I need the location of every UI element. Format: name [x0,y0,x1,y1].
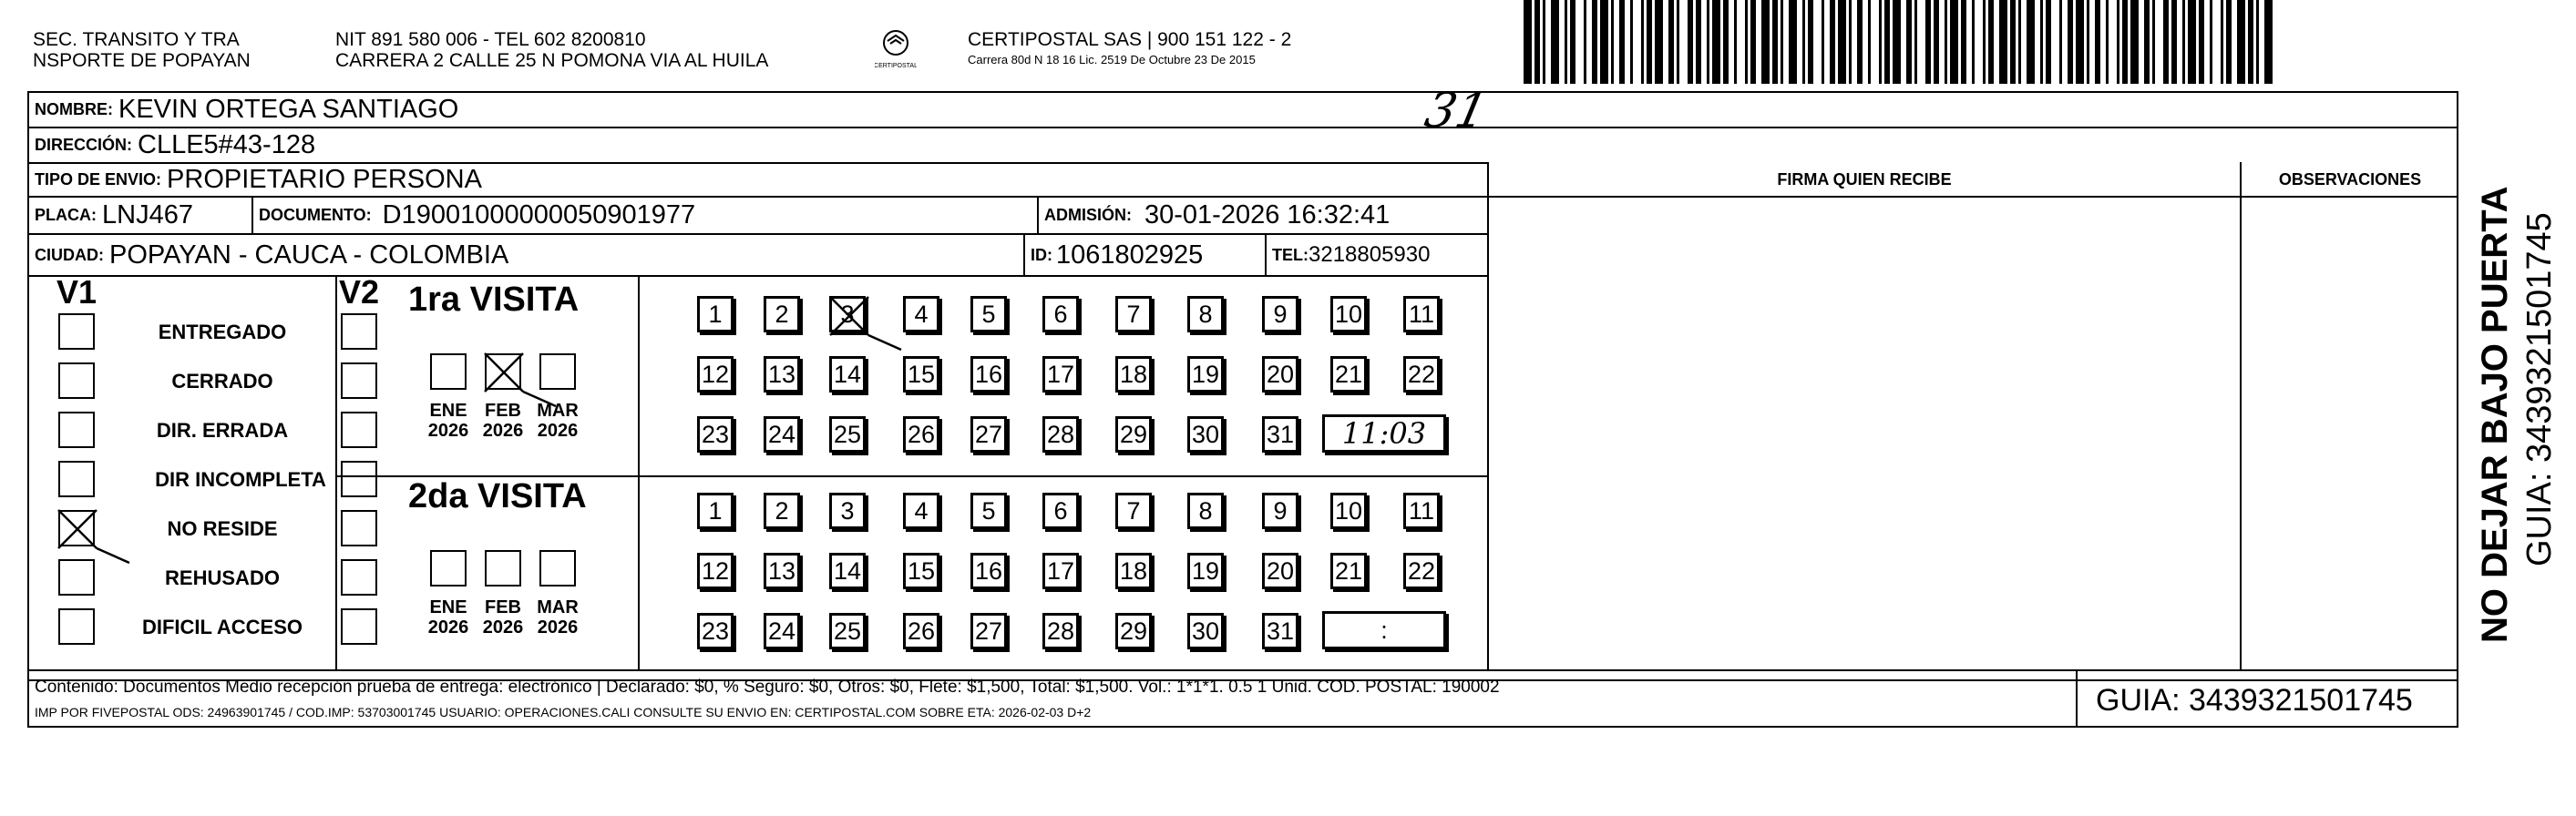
shipment-type-value: PROPIETARIO PERSONA [167,165,482,194]
day-box[interactable] [764,493,800,529]
status-label: CERRADO [171,370,273,393]
day-number: 13 [767,360,796,388]
barcode-bar [1565,0,1567,84]
day-number: 23 [701,420,730,448]
barcode-bar [1668,0,1674,84]
day-number: 15 [907,556,936,585]
barcode-bar [2144,0,2150,84]
address-field [29,128,315,162]
day-number: 24 [767,617,796,645]
barcode-bar [1857,0,1863,84]
day-box[interactable] [1042,296,1079,332]
status-label: DIR INCOMPLETA [155,468,326,491]
barcode-bar [1802,0,1805,84]
day-box[interactable] [1262,553,1298,589]
day-box[interactable] [1330,553,1367,589]
day-box[interactable] [1403,553,1440,589]
barcode [1524,0,2278,84]
barcode-bar [1630,0,1633,84]
carrier-line-2: Carrera 80d N 18 16 Lic. 2519 De Octubre 23 De 2015 [968,53,1256,66]
day-box[interactable] [1403,356,1440,393]
day-number: 1 [708,496,723,525]
day-number: 2 [775,496,789,525]
month-name: FEB [485,597,521,617]
day-box[interactable] [764,613,800,649]
day-number: 21 [1334,360,1363,388]
day-box[interactable] [1187,416,1224,453]
v2-status-checkbox[interactable] [341,608,377,645]
barcode-bar [1988,0,1994,84]
barcode-bar [2010,0,2016,84]
barcode-bar [1688,0,1693,84]
day-box[interactable] [1262,296,1298,332]
day-number: 29 [1119,617,1148,645]
day-number: 18 [1119,360,1148,388]
barcode-bar [1999,0,2007,84]
barcode-bar [2059,0,2062,84]
barcode-bar [1647,0,1652,84]
day-box[interactable] [1042,493,1079,529]
sender-contact [335,29,768,71]
day-box[interactable] [903,356,939,393]
barcode-bar [1830,0,1835,84]
month-name: ENE [429,401,467,421]
day-box[interactable] [697,296,734,332]
barcode-bar [2210,0,2212,84]
day-box[interactable] [764,416,800,453]
id-label: ID: [1031,245,1052,264]
day-box[interactable] [829,493,866,529]
barcode-bar [1619,0,1625,84]
day-number: 31 [1266,617,1295,645]
signature-header: FIRMA QUIEN RECIBE [1777,170,1952,189]
city-field [29,235,508,275]
barcode-bar [1972,0,1975,84]
day-number: 2 [775,300,789,328]
plate-field [29,198,193,233]
barcode-bar [1592,0,1597,84]
barcode-bar [2076,0,2084,84]
barcode-bar [1893,0,1901,84]
day-number: 21 [1334,556,1363,585]
day-number: 31 [1266,420,1295,448]
name-value: KEVIN ORTEGA SANTIAGO [118,95,459,124]
admission-value: 30-01-2026 16:32:41 [1144,200,1391,230]
barcode-bar [2264,0,2273,84]
day-number: 27 [974,617,1003,645]
barcode-bar [1723,0,1729,84]
month-year: 2026 [537,421,579,441]
day-number: 10 [1334,496,1363,525]
day-number: 20 [1266,360,1295,388]
month-checkbox-ene[interactable] [430,353,467,390]
day-box[interactable] [829,296,866,332]
barcode-bar [1761,0,1770,84]
carrier-info [968,29,1291,66]
barcode-bar [2188,0,2196,84]
plate-value: LNJ467 [102,200,193,230]
sender-name [33,29,251,71]
city-value: POPAYAN - CAUCA - COLOMBIA [109,240,509,270]
document-label: DOCUMENTO: [259,206,372,224]
v2-status-checkbox[interactable] [341,510,377,546]
barcode-bar [2171,0,2177,84]
second-visit-time: : [1380,616,1388,644]
day-number: 12 [701,360,730,388]
month-year: 2026 [482,421,524,441]
id-value: 1061802925 [1056,240,1204,270]
handwritten-number: 31 [1420,84,1493,138]
day-box[interactable] [903,553,939,589]
day-number: 9 [1273,300,1288,328]
barcode-bar [2046,0,2051,84]
day-number: 20 [1266,556,1295,585]
day-number: 16 [974,360,1003,388]
svg-text:CERTIPOSTAL: CERTIPOSTAL [875,63,917,69]
day-number: 10 [1334,300,1363,328]
barcode-bar [1524,0,1532,84]
id-field [1025,235,1203,275]
v1-status-checkbox[interactable] [58,461,95,497]
month-year: 2026 [482,617,524,638]
barcode-bar [2199,0,2204,84]
first-visit-time: 11:03 [1341,416,1427,451]
day-box[interactable] [1187,553,1224,589]
month-label [476,597,530,638]
shipment-type-label: TIPO DE ENVIO: [35,170,162,189]
status-label: ENTREGADO [158,321,287,343]
day-box[interactable] [1262,613,1298,649]
second-visit-time-box[interactable] [1322,611,1446,649]
barcode-bar [1677,0,1679,84]
day-number: 13 [767,556,796,585]
day-number: 5 [981,496,996,525]
phone-label: TEL: [1272,245,1309,264]
v2-status-checkbox[interactable] [341,313,377,350]
month-checkbox-mar[interactable] [539,550,576,586]
day-box[interactable] [903,296,939,332]
day-box[interactable] [970,416,1007,453]
day-number: 30 [1191,617,1220,645]
barcode-bar [1534,0,1540,84]
do-not-leave-under-door-notice: NO DEJAR BAJO PUERTA [2475,186,2515,643]
barcode-bar [2226,0,2232,84]
barcode-bar [2256,0,2259,84]
day-number: 26 [907,617,936,645]
barcode-bar [1868,0,1871,84]
day-box[interactable] [829,613,866,649]
day-number: 11 [1408,496,1435,525]
barcode-bar [2163,0,2169,84]
day-box[interactable] [829,416,866,453]
month-checkbox-ene[interactable] [430,550,467,586]
barcode-bar [1543,0,1545,84]
phone-field [1267,235,1430,275]
month-label [476,401,530,441]
second-visit-title: 2da VISITA [408,477,587,515]
barcode-bar [2068,0,2073,84]
barcode-bar [2018,0,2021,84]
day-number: 16 [974,556,1003,585]
day-number: 25 [833,420,862,448]
v2-status-checkbox[interactable] [341,412,377,448]
barcode-bar [1789,0,1797,84]
v2-status-checkbox[interactable] [341,461,377,497]
barcode-bar [2221,0,2223,84]
day-box[interactable] [1187,493,1224,529]
barcode-bar [1884,0,1890,84]
first-visit-title: 1ra VISITA [408,280,580,319]
day-number: 25 [833,617,862,645]
name-label: NOMBRE: [35,100,113,118]
day-box[interactable] [1115,613,1152,649]
day-number: 9 [1273,496,1288,525]
admission-label: ADMISIÓN: [1044,206,1132,224]
barcode-bar [1584,0,1586,84]
month-label [530,401,585,441]
barcode-bar [1712,0,1720,84]
day-box[interactable] [697,553,734,589]
barcode-bar [2106,0,2109,84]
barcode-bar [2122,0,2128,84]
day-box[interactable] [1187,613,1224,649]
day-box[interactable] [697,356,734,393]
day-number: 11 [1408,300,1435,328]
day-box[interactable] [1403,296,1440,332]
day-box[interactable] [903,416,939,453]
day-box[interactable] [1042,613,1079,649]
status-label: DIR. ERRADA [156,419,289,442]
day-box[interactable] [764,296,800,332]
barcode-bar [2117,0,2119,84]
document-field [253,198,695,233]
phone-value: 3218805930 [1309,242,1431,267]
footer-content-line: Contenido: Documentos Medio recepción prueba de entrega: electrónico | Declarado: $0, % Seguro: $0, Otros: $0, Flete: $1,500, Total: $1,500. Vol.: 1*1*1. 0.5 1 Unid. COD. POSTAL: 190002 [35,678,1500,697]
barcode-bar [1914,0,1917,84]
barcode-bar [1611,0,1614,84]
status-label: DIFICIL ACCESO [141,616,303,638]
day-box[interactable] [903,493,939,529]
carrier-line-1: CERTIPOSTAL SAS | 900 151 122 - 2 [968,29,1292,50]
barcode-bar [1950,0,1958,84]
first-visit-time-box[interactable] [1322,414,1446,453]
day-number: 19 [1191,360,1220,388]
day-box[interactable] [697,613,734,649]
day-box[interactable] [1330,356,1367,393]
barcode-bar [1641,0,1644,84]
admission-field [1039,198,1390,233]
day-box[interactable] [1115,553,1152,589]
day-number: 28 [1046,420,1075,448]
day-number: 4 [914,496,929,525]
day-number: 30 [1191,420,1220,448]
month-label [421,597,476,638]
footer-guia-number: GUIA: 3439321501745 [2096,683,2413,718]
day-box[interactable] [1187,296,1224,332]
footer-print-line: IMP POR FIVEPOSTAL ODS: 24963901745 / COD.IMP: 53703001745 USUARIO: OPERACIONES.CALI CONSULTE SU ENVIO EN: CERTIPOSTAL.COM SOBRE ETA: 2026-02-03 D+2 [35,705,1092,719]
day-number: 26 [907,420,936,448]
shipment-type-field [29,164,482,196]
day-number: 6 [1053,300,1068,328]
sender-line-2: NSPORTE DE POPAYAN [33,50,251,71]
plate-label: PLACA: [35,206,97,224]
month-checkbox-feb[interactable] [485,353,521,390]
barcode-bar [2095,0,2100,84]
day-box[interactable] [1115,416,1152,453]
day-box[interactable] [1115,356,1152,393]
day-box[interactable] [1262,493,1298,529]
barcode-bar [1849,0,1852,84]
v1-label: V1 [56,273,97,311]
day-number: 23 [701,617,730,645]
sender-nit: NIT 891 580 006 - TEL 602 8200810 [335,29,646,50]
document-value: D19001000000050901977 [382,200,696,230]
status-label: REHUSADO [165,566,280,589]
barcode-bar [2237,0,2245,84]
name-field [29,93,458,127]
barcode-bar [2152,0,2155,84]
day-box[interactable] [970,553,1007,589]
day-number: 27 [974,420,1003,448]
month-name: FEB [485,401,521,421]
barcode-bar [2130,0,2139,84]
barcode-bar [1925,0,1931,84]
barcode-bar [1551,0,1559,84]
day-box[interactable] [1187,356,1224,393]
day-number: 14 [833,556,862,585]
month-name: MAR [537,401,579,421]
address-value: CLLE5#43-128 [138,130,316,159]
day-box[interactable] [1042,356,1079,393]
day-box[interactable] [1262,416,1298,453]
barcode-bar [2027,0,2035,84]
day-box[interactable] [1330,493,1367,529]
day-box[interactable] [764,553,800,589]
month-label [530,597,585,638]
day-box[interactable] [1115,493,1152,529]
day-number: 22 [1407,556,1436,585]
barcode-bar [1983,0,1986,84]
day-number: 3 [840,496,855,525]
barcode-bar [1945,0,1947,84]
day-box[interactable] [1042,416,1079,453]
v2-status-checkbox[interactable] [341,559,377,596]
sender-line-1: SEC. TRANSITO Y TRA [33,29,240,50]
sender-address: CARRERA 2 CALLE 25 N POMONA VIA AL HUILA [335,50,769,71]
day-number: 7 [1126,300,1141,328]
day-box[interactable] [697,416,734,453]
barcode-bar [1934,0,1939,84]
month-year: 2026 [427,421,469,441]
day-number: 18 [1119,556,1148,585]
observations-header: OBSERVACIONES [2278,170,2422,189]
day-number: 14 [833,360,862,388]
barcode-bar [1750,0,1756,84]
barcode-bar [2087,0,2089,84]
barcode-bar [1772,0,1778,84]
day-number: 22 [1407,360,1436,388]
day-box[interactable] [903,613,939,649]
day-box[interactable] [1403,493,1440,529]
status-label: NO RESIDE [167,517,278,540]
day-box[interactable] [829,356,866,393]
day-number: 5 [981,300,996,328]
barcode-bar [1906,0,1912,84]
day-box[interactable] [970,493,1007,529]
day-box[interactable] [1330,296,1367,332]
barcode-bar [1781,0,1783,84]
barcode-bar [2248,0,2253,84]
day-number: 28 [1046,617,1075,645]
barcode-bar [2182,0,2185,84]
day-number: 15 [907,360,936,388]
day-number: 6 [1053,496,1068,525]
v2-status-checkbox[interactable] [341,362,377,399]
day-number: 1 [708,300,723,328]
day-number: 8 [1198,496,1213,525]
day-box[interactable] [970,356,1007,393]
day-number: 3 [840,300,855,328]
barcode-bar [1838,0,1846,84]
day-box[interactable] [1262,356,1298,393]
barcode-bar [2040,0,2043,84]
barcode-bar [1570,0,1575,84]
barcode-bar [1879,0,1882,84]
barcode-bar [1745,0,1748,84]
day-box[interactable] [764,356,800,393]
day-box[interactable] [829,553,866,589]
month-name: ENE [429,597,467,617]
day-number: 7 [1126,496,1141,525]
day-box[interactable] [697,493,734,529]
day-number: 17 [1046,556,1075,585]
month-year: 2026 [537,617,579,638]
month-year: 2026 [427,617,469,638]
city-label: CIUDAD: [35,245,104,264]
barcode-bar [1696,0,1701,84]
day-box[interactable] [1042,553,1079,589]
barcode-bar [1822,0,1824,84]
month-checkbox-feb[interactable] [485,550,521,586]
day-number: 4 [914,300,929,328]
month-name: MAR [537,597,579,617]
barcode-bar [1808,0,1813,84]
barcode-bar [1961,0,1966,84]
day-number: 12 [701,556,730,585]
month-label [421,401,476,441]
side-guia-number: GUIA: 3439321501745 [2520,212,2559,566]
day-number: 17 [1046,360,1075,388]
day-number: 24 [767,420,796,448]
barcode-bar [1707,0,1709,84]
barcode-bar [1655,0,1663,84]
day-number: 8 [1198,300,1213,328]
day-box[interactable] [970,296,1007,332]
day-box[interactable] [1115,296,1152,332]
day-number: 19 [1191,556,1220,585]
day-number: 29 [1119,420,1148,448]
barcode-bar [1600,0,1608,84]
certipostal-logo [875,27,917,73]
v2-label: V2 [339,273,380,311]
barcode-bar [1734,0,1737,84]
address-label: DIRECCIÓN: [35,136,132,154]
day-box[interactable] [970,613,1007,649]
month-checkbox-mar[interactable] [539,353,576,390]
